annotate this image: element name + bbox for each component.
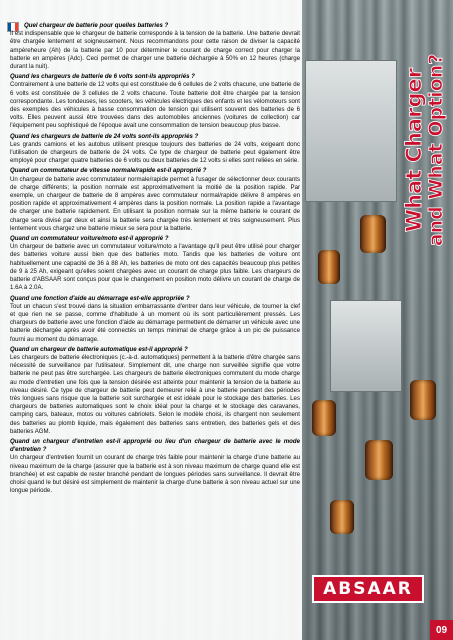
copper-coil [365,440,393,480]
answer-paragraph: Un chargeur de batterie avec un commutateur voiture/moto a l'avantage qu'il peut être utilisé pour charger des batteries voiture aussi bien que des batteries moto. Tandis que les batteries de voiture ont habituellement une capacité de 36 à 88 Ah, les batteries de moto ont des capacités beaucoup plus petites de 9 à 25 Ah, exigeant qu'elles soient chargées avec un courant de charge plus faible. Les chargeurs de batterie d'ABSAAR sont conçus pour que le changement en position moto délivre un courant de charge de 1.6A à 2.0A. [10,243,300,292]
answer-paragraph: Tout un chacun s'est trouvé dans la situation embarrassante d'entrer dans leur véhicule, de tourner la clef et que rien ne se passe, comme d'habitude à un moment où ils sont particulièrement pressés. Les chargeurs de batterie avec une fonction d'aide au démarrage permettent de démarrer un véhicule avec une batterie déchargée après avoir été connectés un temps minimal de charge grâce à un pic de puissance fourni au moment du démarrage. [10,302,300,343]
machine-panel [305,60,397,202]
question-heading: Quel chargeur de batterie pour quelles batteries ? [24,22,169,29]
page-number: 09 [430,620,453,640]
question-heading: Quand un chargeur d'entretien est-il approprié ou lieu d'un chargeur de batterie avec le mode d'entretien ? [10,437,300,454]
article-body [10,22,300,497]
answer-paragraph: Les grands camions et les autobus utilisent presque toujours des batteries de 24 volts, exigeant donc l'utilisation de chargeurs de batterie de 24 volts. Ce type de chargeur de batterie peut également être employé pour charger quatre batteries de 6 volts ou deux batteries de 12 volts si elles sont reliées en série. [10,140,300,165]
answer-paragraph: Les chargeurs de batterie électroniques (c.-à-d. automatiques) permettent à la batterie d'être chargée sans nécessité de surveillance par l'utilisateur. Simplement dit, une charge non surveillée signifie que votre batterie ne peut pas être surchargée. Les chargeurs de batterie électroniques commutent du mode charge au mode d'entretien une fois que la tension désirée est atteinte pour maintenir la tension de la batterie au niveau désiré. Ce type de chargeur de batterie peut demeurer relié à une batterie pendant des périodes très longues sans risque que la batterie soit surchargée et est idéale pour le stockage des batteries. Les chargeurs de batteries automatiques sont le choix idéal pour la charge et le stockage des caravanes, camping cars, bateaux, motos ou voitures cabriolets. Selon le modèle choisi, ils chargent non seulement des batteries au plomb liquide, mais également des batteries sans entretien, des batteries gels et des batteries AGM. [10,353,300,435]
question-heading: Quand un commutateur de vitesse normale/rapide est-il approprié ? [10,167,207,175]
copper-coil [318,250,340,284]
question-heading: Quand une fonction d'aide au démarrage est-elle appropriée ? [10,294,190,302]
side-title-line2: and What Option? [425,53,447,247]
machine-panel [330,300,402,392]
question-heading: Quand un chargeur de batterie automatique est-il approprié ? [10,345,188,353]
side-title-line1: What Charger [402,67,426,233]
answer-paragraph: Contrairement à une batterie de 12 volts qui est constituée de 6 cellules de 2 volts chacune, une batterie de 6 volts est constituée de 3 cellules de 2 volts chacune. Toute batterie doit être chargée par la tension correspondante. Les tondeuses, les scooters, les véhicules électriques des enfants et les vélomoteurs sont des exemples des véhicules à basse consommation de tension qui utilisent souvent des batteries de 6 volts. Elles peuvent aussi être trouvées dans des automobiles anciennes (voitures de collection) car l'équipement peu sophistiqué de l'époque avait une consommation de tension beaucoup plus basse. [10,81,300,130]
side-title [400,20,450,280]
answer-paragraph: Un chargeur de batterie avec commutateur normale/rapide permet à l'usager de sélectionner deux courants de charge différents; la position normale est approximativement la moitié de la position rapide. Par exemple, un chargeur de batterie de 8 ampères avec commutateur normal/rapide délivre 8 ampères en position rapide et approximativement 4 ampères dans la position normale. La position rapide a l'avantage de charger une batterie rapidement. En utilisant la position normale sur la même batterie le courant de charge sera divisé par deux et ainsi la batterie sera chargée très lentement et très soigneusement. Plus lentement vous chargez une batterie mieux se sera pour la batterie. [10,175,300,232]
logo-text: ABSAAR [323,579,413,599]
copper-coil [312,400,336,436]
question-heading: Quand un commutateur voiture/moto est-il approprié ? [10,235,169,243]
copper-coil [360,215,386,253]
question-heading: Quand les chargeurs de batterie de 6 volts sont-ils appropriés ? [10,73,195,81]
absaar-logo [312,575,424,603]
answer-paragraph: Un chargeur d'entretien fournit un courant de charge très faible pour maintenir la charge d'une batterie au niveau maximum de la charge (assurer que la batterie est à son niveau maximum de charge quand elle est branchée) et est capable de rester branché pendant de longues périodes sans surveillance. Il devrait être choisi quand le but désiré est simplement de maintenir la charge d'une batterie à son niveau actuel sur une longue période. [10,454,300,495]
question-heading: Quand les chargeurs de batterie de 24 volts sont-ils appropriés ? [10,132,199,140]
copper-coil [330,500,354,534]
copper-coil [410,380,436,420]
answer-paragraph: Il est indispensable que le chargeur de batterie corresponde à la tension de la batterie. Une batterie devrait être chargée lentement et soigneusement. Nous recommandons pour cette raison de diviser la capacité ampèreheure (Ah) de la batterie par 10 pour déterminer le courant de charge correct pour charger la batterie en ampères (Adc). Ceci permet de charger une batterie déchargée à 50% en 12 heures (charge durant la nuit). [10,30,300,71]
